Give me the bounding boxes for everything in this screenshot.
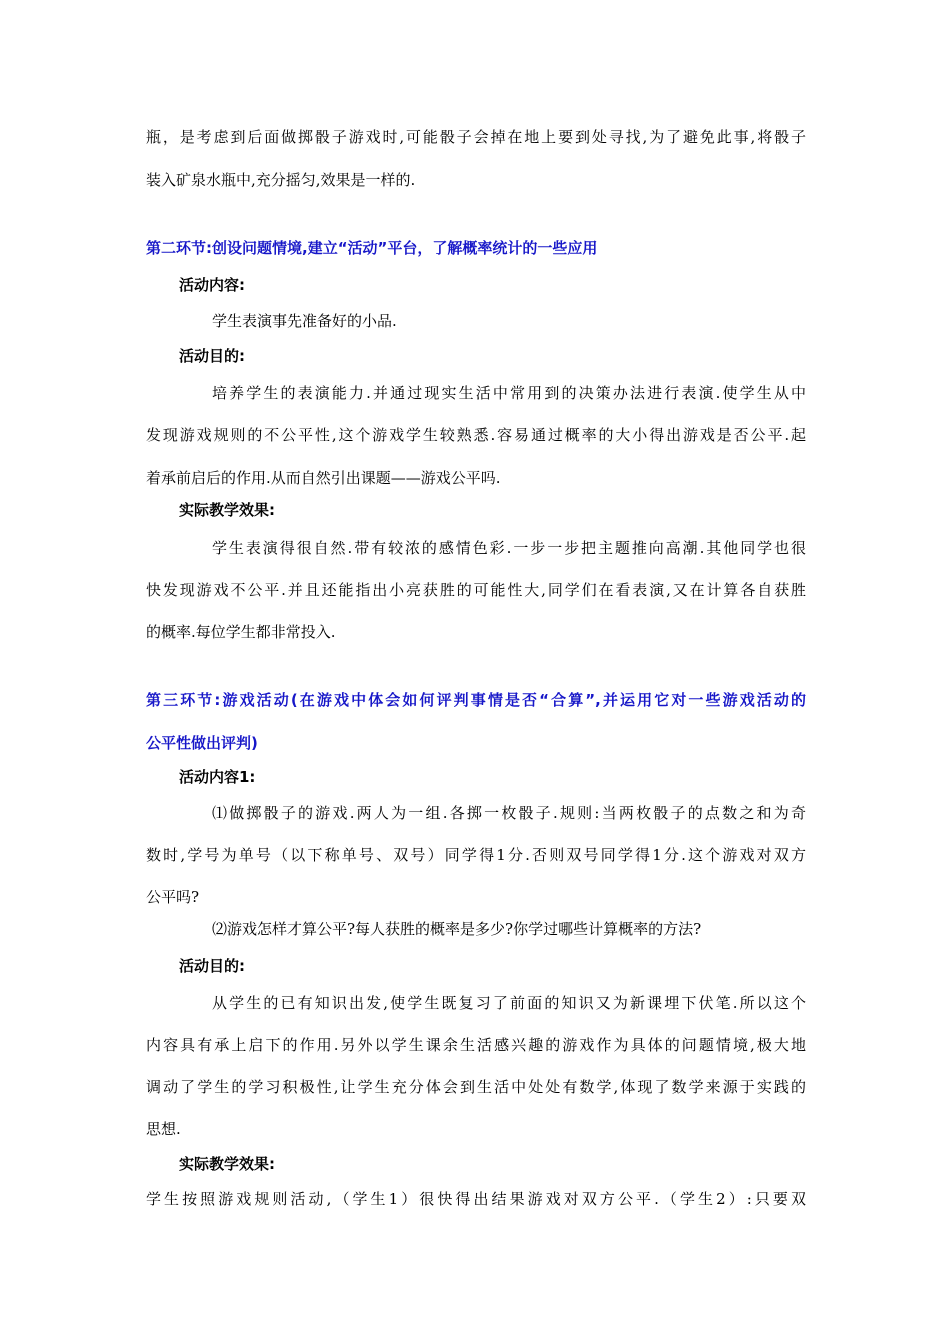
section2-goal-label: 活动目的:: [179, 347, 245, 365]
section3-q1-line-3: 公平吗?: [146, 888, 200, 906]
section3-heading-line-2: 公平性做出评判): [146, 734, 258, 752]
section3-q1-line-1: ⑴做掷骰子的游戏.两人为一组.各掷一枚骰子.规则:当两枚骰子的点数之和为奇: [212, 804, 806, 822]
section2-goal-line-2: 发现游戏规则的不公平性,这个游戏学生较熟悉.容易通过概率的大小得出游戏是否公平.起: [146, 426, 806, 444]
section3-q2-line-1: ⑵游戏怎样才算公平?每人获胜的概率是多少?你学过哪些计算概率的方法?: [212, 920, 702, 938]
intro-line-1: 瓶，是考虑到后面做掷骰子游戏时,可能骰子会掉在地上要到处寻找,为了避免此事,将骰子: [146, 128, 806, 146]
section3-effect-label: 实际教学效果:: [179, 1155, 275, 1173]
section3-content-label: 活动内容1:: [179, 768, 256, 786]
section2-content-text: 学生表演事先准备好的小品.: [212, 312, 397, 330]
section2-content-label: 活动内容:: [179, 276, 245, 294]
section3-q1-line-2: 数时,学号为单号（以下称单号、双号）同学得1分.否则双号同学得1分.这个游戏对双方: [146, 846, 806, 864]
section2-effect-label: 实际教学效果:: [179, 501, 275, 519]
section2-heading: 第二环节:创设问题情境,建立“活动”平台，了解概率统计的一些应用: [146, 239, 598, 257]
section3-goal-line-2: 内容具有承上启下的作用.另外以学生课余生活感兴趣的游戏作为具体的问题情境,极大地: [146, 1036, 806, 1054]
section2-goal-line-3: 着承前启后的作用.从而自然引出课题——游戏公平吗.: [146, 469, 501, 487]
section2-effect-line-1: 学生表演得很自然.带有较浓的感情色彩.一步一步把主题推向高潮.其他同学也很: [212, 539, 806, 557]
section2-goal-line-1: 培养学生的表演能力.并通过现实生活中常用到的决策办法进行表演.使学生从中: [212, 384, 806, 402]
section3-goal-line-1: 从学生的已有知识出发,使学生既复习了前面的知识又为新课埋下伏笔.所以这个: [212, 994, 806, 1012]
section3-goal-label: 活动目的:: [179, 957, 245, 975]
section2-effect-line-2: 快发现游戏不公平.并且还能指出小亮获胜的可能性大,同学们在看表演,又在计算各自获胜: [146, 581, 806, 599]
section3-heading-line-1: 第三环节:游戏活动(在游戏中体会如何评判事情是否“合算”,并运用它对一些游戏活动的: [146, 691, 806, 709]
section3-goal-line-3: 调动了学生的学习积极性,让学生充分体会到生活中处处有数学,体现了数学来源于实践的: [146, 1078, 806, 1096]
section3-effect-line-1: 学生按照游戏规则活动,（学生1）很快得出结果游戏对双方公平.（学生2）:只要双: [146, 1190, 806, 1208]
section2-effect-line-3: 的概率.每位学生都非常投入.: [146, 623, 336, 641]
section3-goal-line-4: 思想.: [146, 1120, 181, 1138]
intro-line-2: 装入矿泉水瓶中,充分摇匀,效果是一样的.: [146, 171, 416, 189]
